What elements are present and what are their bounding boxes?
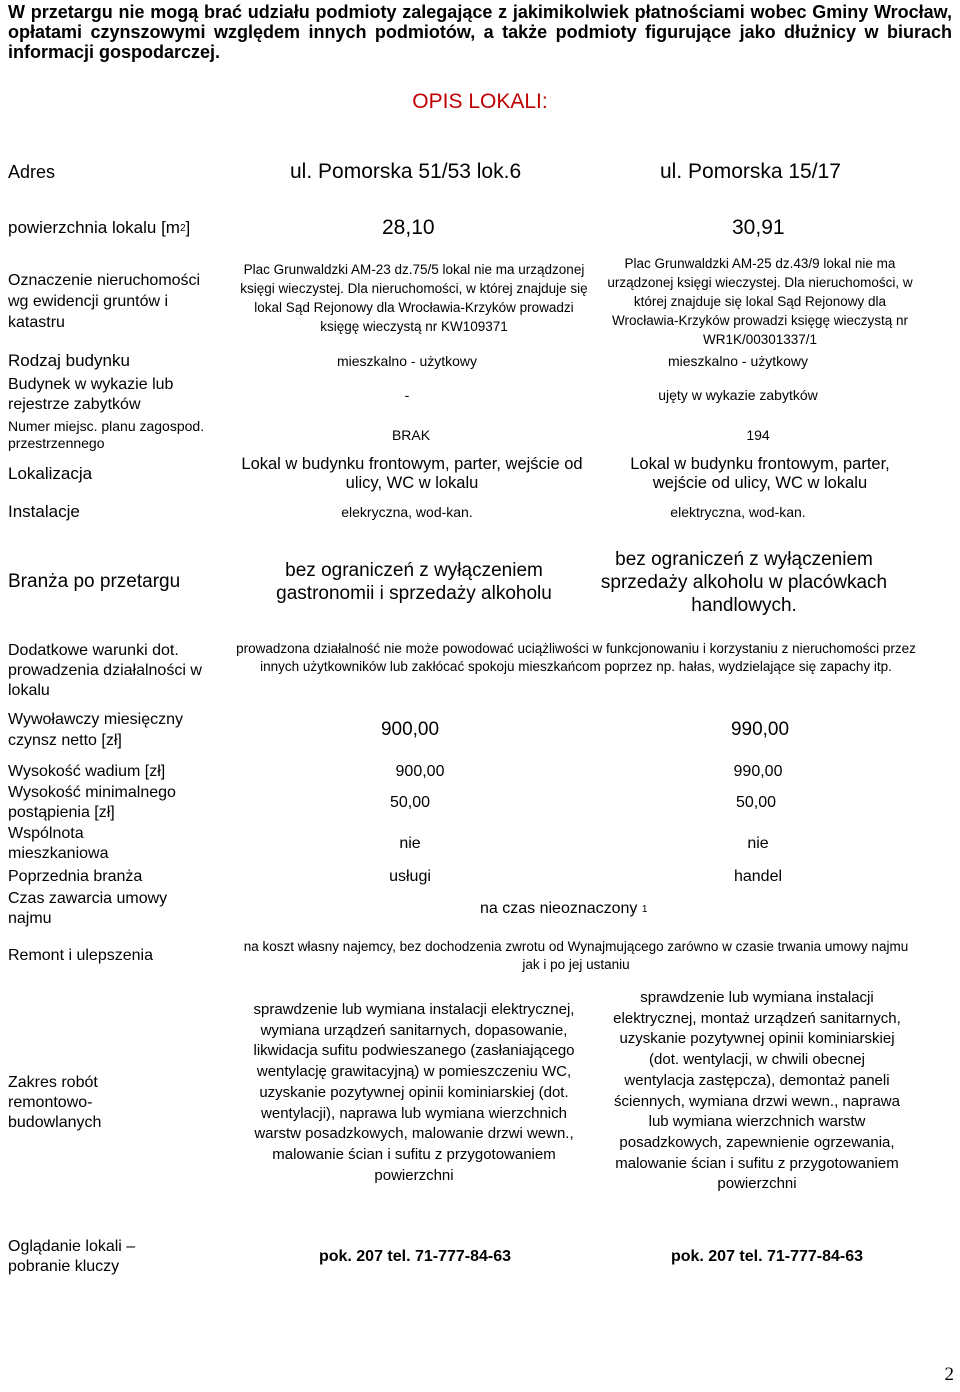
zabytki-lokal-2: ujęty w wykazie zabytków (658, 387, 818, 403)
branza-lokal-2: bez ograniczeń z wyłączeniem sprzedaży alkoholu w placówkach handlowych. (600, 548, 888, 616)
label-rodzaj: Rodzaj budynku (8, 351, 130, 370)
row-oznaczenie (0, 255, 960, 347)
label-plan: Numer miejsc. planu zagospod. przestrzennego (8, 418, 205, 451)
wspolnota-lokal-1: nie (399, 835, 421, 852)
row-powierzchnia (0, 214, 960, 242)
instalacje-lokal-2: elektryczna, wod-kan. (670, 504, 806, 520)
row-czynsz (0, 708, 960, 752)
label-powierzchnia-text: powierzchnia lokalu [m (8, 218, 180, 237)
label-poprzednia: Poprzednia branża (8, 868, 143, 885)
powierzchnia-lokal-2: 30,91 (732, 216, 785, 239)
row-plan (0, 417, 960, 453)
label-czynsz: Wywoławczy miesięczny czynsz netto [zł] (8, 711, 183, 749)
row-poprzednia (0, 866, 960, 888)
row-lokalizacja (0, 454, 960, 494)
label-remont: Remont i ulepszenia (8, 947, 153, 964)
powierzchnia-lokal-1: 28,10 (382, 216, 435, 239)
eligibility-note: W przetargu nie mogą brać udziału podmioty zalegające z jakimikolwiek płatnościami wobec Gminy Wrocław, opłatami czynszowymi względem innych podmiotów, a także podmioty figurujące jako dłużnicy w biurach informacji gospodarczej. (8, 2, 952, 62)
wspolnota-lokal-2: nie (747, 835, 769, 852)
wadium-lokal-2: 990,00 (733, 763, 783, 780)
label-branza: Branża po przetargu (8, 571, 181, 592)
wadium-lokal-1: 900,00 (395, 763, 445, 780)
czas-value (440, 888, 700, 930)
plan-lokal-2: 194 (746, 427, 770, 443)
label-wadium: Wysokość wadium [zł] (8, 763, 166, 780)
czas-text: na czas nieoznaczony (480, 900, 638, 917)
lokalizacja-lokal-1: Lokal w budynku frontowym, parter, wejście od ulicy, WC w lokalu (241, 455, 583, 492)
row-postapienie (0, 782, 960, 824)
lokalizacja-lokal-2: Lokal w budynku frontowym, parter, wejście od ulicy, WC w lokalu (630, 455, 890, 492)
label-ogladanie: Oglądanie lokali – pobranie kluczy (8, 1238, 136, 1275)
row-zabytki (0, 375, 960, 415)
label-warunki: Dodatkowe warunki dot. prowadzenia działalności w lokalu (8, 642, 202, 699)
label-powierzchnia (8, 214, 248, 242)
row-wspolnota (0, 823, 960, 865)
instalacje-lokal-1: elekryczna, wod-kan. (341, 504, 473, 520)
row-warunki (0, 640, 960, 702)
label-czas: Czas zawarcia umowy najmu (8, 890, 168, 927)
label-zakres: Zakres robót remontowo-budowlanych (8, 1074, 102, 1131)
adres-lokal-2: ul. Pomorska 15/17 (660, 160, 841, 183)
postapienie-lokal-1: 50,00 (389, 794, 431, 811)
label-zabytki: Budynek w wykazie lub rejestrze zabytków (8, 376, 174, 413)
czynsz-lokal-2: 990,00 (730, 719, 790, 740)
zakres-lokal-1: sprawdzenie lub wymiana instalacji elektrycznej, wymiana urządzeń sanitarnych, dopasowanie, likwidacja sufitu podwieszanego (zasłaniającego wentylację grawitacyjną) w pomieszczeniu WC, uzyskanie pozytywnej opinii kominiarskiej (dot. wentylacji), naprawa lub wymiana wierzchnich warstw posadzkowych, malowanie drzwi wewn., malowanie ścian i sufitu z przygotowaniem powierzchni (253, 1001, 575, 1184)
row-branza (0, 540, 960, 624)
row-rodzaj (0, 349, 960, 373)
ogladanie-lokal-1: pok. 207 tel. 71-777-84-63 (318, 1248, 512, 1265)
page-number: 2 (944, 1364, 954, 1385)
zabytki-lokal-1: - (404, 387, 410, 403)
poprzednia-lokal-2: handel (733, 868, 783, 885)
warunki-value: prowadzona działalność nie może powodować uciążliwości w funkcjonowaniu i korzystaniu z nieruchomości przez innych użytkowników lub zakłócać spokoju mieszkańcom poprzez np. hałas, wydzielające się zapachy itp. (236, 641, 916, 674)
poprzednia-lokal-1: usługi (389, 868, 431, 885)
remont-value: na koszt własny najemcy, bez dochodzenia zwrotu od Wynajmującego zarówno w czasie trwania umowy najmu jak i po jej ustaniu (243, 939, 909, 972)
ogladanie-lokal-2: pok. 207 tel. 71-777-84-63 (670, 1248, 864, 1265)
czynsz-lokal-1: 900,00 (380, 719, 440, 740)
plan-lokal-1: BRAK (391, 427, 431, 443)
row-czas (0, 888, 960, 930)
label-wspolnota: Wspólnota mieszkaniowa (8, 825, 109, 862)
row-ogladanie (0, 1236, 960, 1278)
adres-lokal-1: ul. Pomorska 51/53 lok.6 (290, 160, 522, 183)
row-adres (0, 158, 960, 186)
label-oznaczenie: Oznaczenie nieruchomości wg ewidencji gruntów i katastru (8, 271, 201, 331)
row-wadium (0, 760, 960, 784)
czas-footnote-ref: 1 (641, 903, 648, 915)
rodzaj-lokal-2: mieszkalno - użytkowy (667, 353, 809, 369)
label-powierzchnia-sup: 2 (179, 222, 186, 234)
postapienie-lokal-2: 50,00 (735, 794, 777, 811)
label-adres: Adres (8, 161, 56, 182)
branza-lokal-1: bez ograniczeń z wyłączeniem gastronomii i sprzedaży alkoholu (276, 560, 552, 604)
row-remont (0, 936, 960, 976)
rodzaj-lokal-1: mieszkalno - użytkowy (336, 353, 478, 369)
section-heading: OPIS LOKALI: (412, 90, 548, 113)
label-lokalizacja: Lokalizacja (8, 464, 93, 483)
row-instalacje (0, 500, 960, 524)
row-zakres (0, 988, 960, 1218)
oznaczenie-lokal-2: Plac Grunwaldzki AM-25 dz.43/9 lokal nie ma urządzonej księgi wieczystej. Dla nieruchomości, w której znajduje się lokal Sąd Rejonowy dla Wrocławia-Krzyków prowadzi księgę wieczystą nr WR1K/00301337/1 (607, 255, 913, 347)
zakres-lokal-2: sprawdzenie lub wymiana instalacji elektrycznej, montaż urządzeń sanitarnych, uzyskanie pozytywnej opinii kominiarskiej (dot. wentylacji, w chwili obecnej wentylacja zastępcza), demontaż paneli ściennych, wymiana drzwi wewn., naprawa lub wymiana wierzchnich warstw posadzkowych, zapewnienie ogrzewania, malowanie ścian i sufitu z przygotowaniem powierzchni (613, 989, 901, 1193)
label-instalacje: Instalacje (8, 502, 80, 521)
label-powierzchnia-end: ] (185, 218, 191, 237)
oznaczenie-lokal-1: Plac Grunwaldzki AM-23 dz.75/5 lokal nie ma urządzonej księgi wieczystej. Dla nieruchomości, w której znajduje się lokal Sąd Rejonowy dla Wrocławia-Krzyków prowadzi księgę wieczystą nr KW109371 (240, 262, 588, 334)
label-postapienie: Wysokość minimalnego postąpienia [zł] (8, 784, 176, 821)
